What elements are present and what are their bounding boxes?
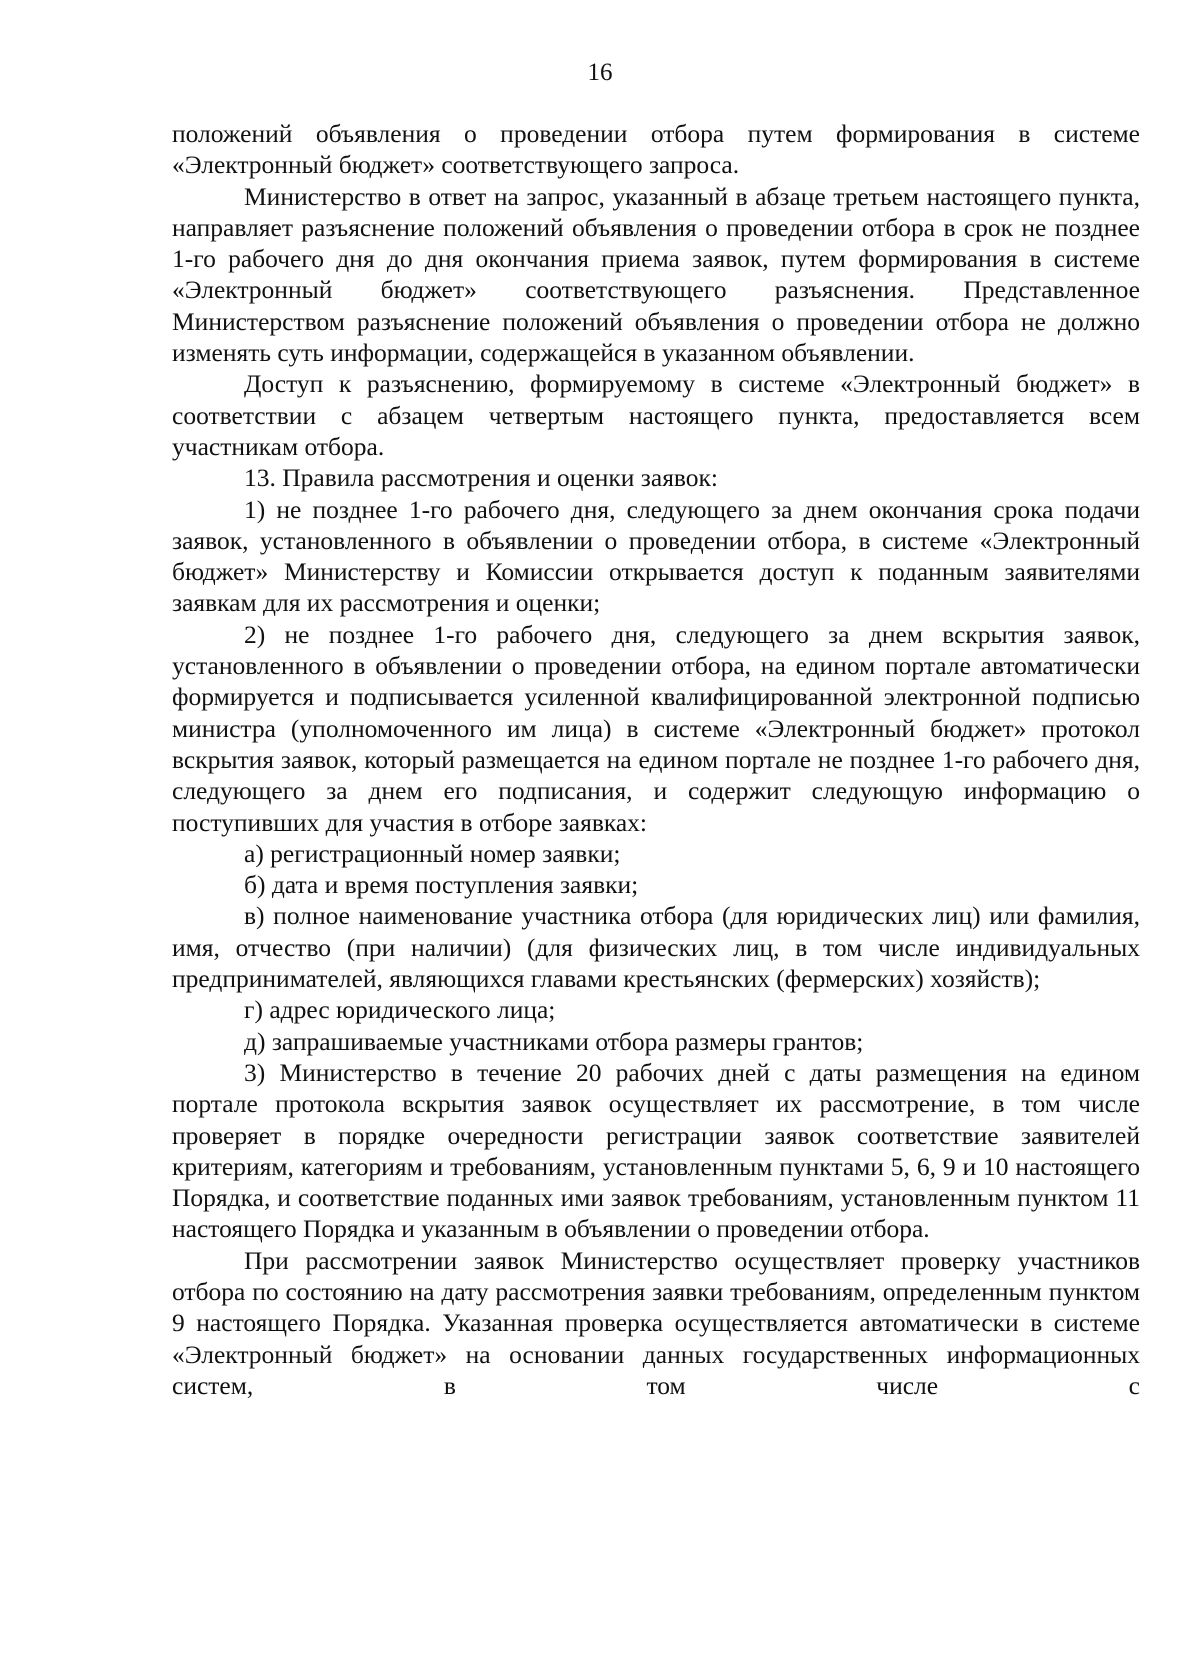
paragraph-subitem-g: г) адрес юридического лица; <box>244 995 556 1025</box>
paragraph-subitem-b: б) дата и время поступления заявки; <box>244 870 639 900</box>
paragraph-item-3: 3) Министерство в течение 20 рабочих дней с даты размещения на едином портале протокола вскрытия заявок осуществляет их рассмотрение, в том числе проверяет в порядке очередности регистрации заявок соответствие заявителей критериям, категориям и требованиям, установленным пунктами 5, 6, 9 и 10 настоящего Порядка, и соответствие поданных ими заявок требованиям, установленным пунктом 11 настоящего Порядка и указанным в объявлении о проведении отбора. <box>172 1057 1140 1244</box>
paragraph-item-2: 2) не позднее 1-го рабочего дня, следующего за днем вскрытия заявок, установленного в объявлении о проведении отбора, на едином портале автоматически формируется и подписывается усиленной квалифицированной электронной подписью министра (уполномоченного им лица) в системе «Электронный бюджет» протокол вскрытия заявок, который размещается на едином портале не позднее 1-го рабочего дня, следующего за днем его подписания, и содержит следующую информацию о поступивших для участия в отборе заявках: <box>172 619 1140 837</box>
page-number: 16 <box>587 59 613 86</box>
paragraph-subitem-v: в) полное наименование участника отбора (для юридических лиц) или фамилия, имя, отчество (при наличии) (для физических лиц, в том числе индивидуальных предпринимателей, являющихся главами крестьянских (фермерских) хозяйств); <box>172 901 1140 994</box>
document-body <box>172 118 1140 1401</box>
paragraph-section-13-heading: 13. Правила рассмотрения и оценки заявок: <box>244 463 719 493</box>
paragraph-access-to-clarification: Доступ к разъяснению, формируемому в системе «Электронный бюджет» в соответствии с абзацем четвертым настоящего пункта, предоставляется всем участникам отбора. <box>172 369 1140 461</box>
paragraph-continuation: положений объявления о проведении отбора путем формирования в системе «Электронный бюджет» соответствующего запроса. <box>172 119 1140 180</box>
paragraph-subitem-a: а) регистрационный номер заявки; <box>244 838 621 868</box>
paragraph-ministry-clarification: Министерство в ответ на запрос, указанный в абзаце третьем настоящего пункта, направляет разъяснение положений объявления о проведении отбора в срок не позднее 1-го рабочего дня до дня окончания приема заявок, путем формирования в системе «Электронный бюджет» соответствующего разъяснения. Представленное Министерством разъяснение положений объявления о проведении отбора не должно изменять суть информации, содержащейся в указанном объявлении. <box>172 181 1140 368</box>
paragraph-item-1: 1) не позднее 1-го рабочего дня, следующего за днем окончания срока подачи заявок, установленного в объявлении о проведении отбора, в системе «Электронный бюджет» Министерству и Комиссии открывается доступ к поданным заявителями заявкам для их рассмотрения и оценки; <box>172 494 1140 618</box>
paragraph-subitem-d: д) запрашиваемые участниками отбора размеры грантов; <box>244 1026 864 1056</box>
paragraph-verification: При рассмотрении заявок Министерство осуществляет проверку участников отбора по состоянию на дату рассмотрения заявки требованиям, определенным пунктом 9 настоящего Порядка. Указанная проверка осуществляется автоматически в системе «Электронный бюджет» на основании данных государственных информационных систем, в том числе с <box>172 1245 1140 1400</box>
